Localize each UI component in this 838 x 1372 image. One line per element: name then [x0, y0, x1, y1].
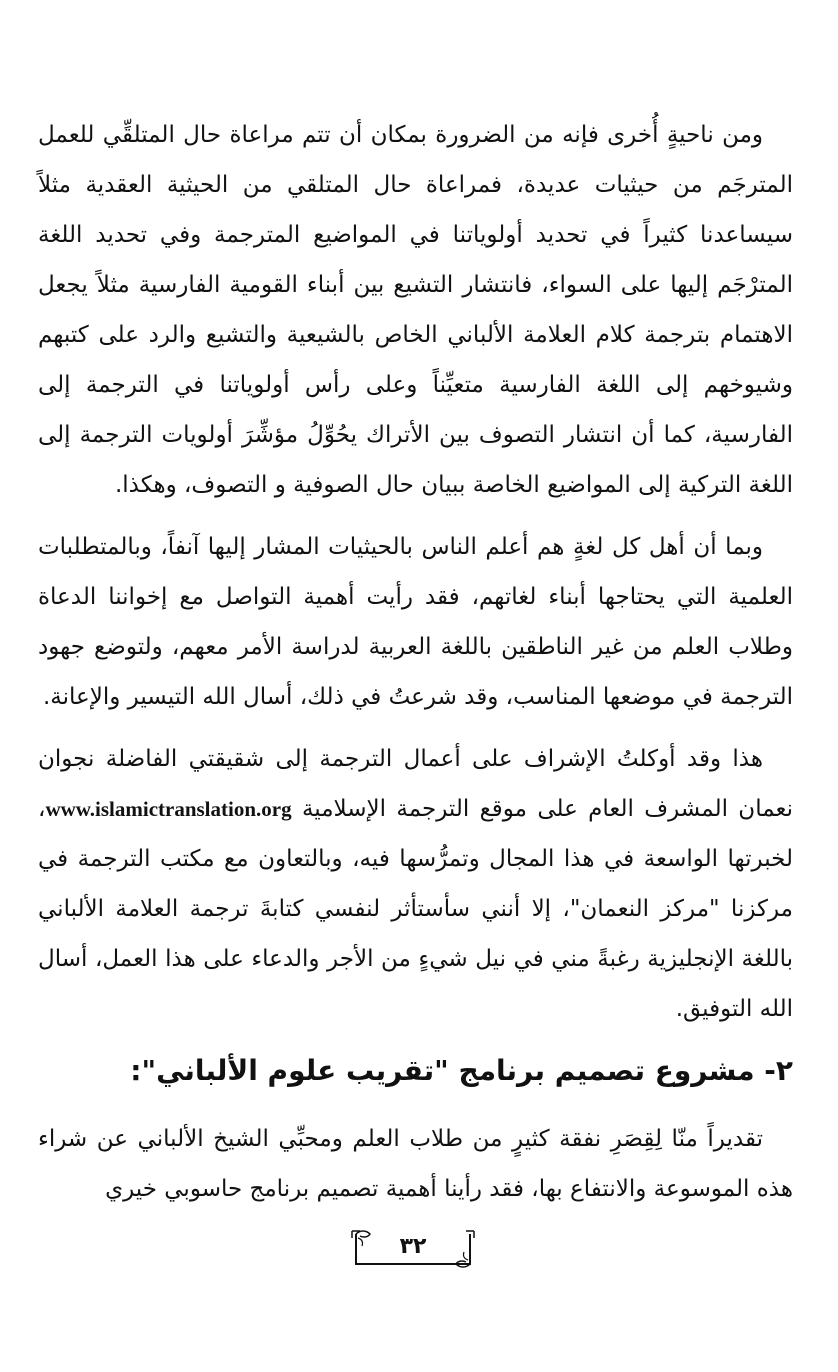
website-url: www.islamictranslation.org	[45, 797, 292, 821]
paragraph: وبما أن أهل كل لغةٍ هم أعلم الناس بالحيثيات المشار إليها آنفاً، وبالمتطلبات العلمية التي يحتاجها أبناء لغاتهم، فقد رأيت أهمية التواصل مع إخواننا الدعاة وطلاب العلم من غير الناطقين باللغة العربية لدراسة الأمر معهم، ولتوضع جهود الترجمة في موضعها المناسب، وقد شرعتُ في ذلك، أسال الله التيسير والإعانة.	[38, 534, 793, 710]
paragraph-text: هذا وقد أوكلتُ الإشراف على أعمال الترجمة إلى شقيقتي الفاضلة نجوان نعمان المشرف العام على موقع الترجمة الإسلامية	[38, 746, 794, 822]
page-footer	[350, 1228, 476, 1270]
paragraph: تقديراً منّا لِقِصَرِ نفقة كثيرٍ من طلاب العلم ومحبِّي الشيخ الألباني عن شراء هذه الموسوعة والانتفاع بها، فقد رأينا أهمية تصميم برنامج حاسوبي خيري	[38, 1126, 793, 1202]
page-body	[38, 110, 793, 1226]
paragraph	[38, 734, 793, 1034]
paragraph: ومن ناحيةٍ أُخرى فإنه من الضرورة بمكان أن تتم مراعاة حال المتلقِّي للعمل المترجَم من حيثيات عديدة، فمراعاة حال المتلقي من الحيثية العقدية مثلاً سيساعدنا كثيراً في تحديد أولوياتنا في المواضيع المترجمة وفي تحديد اللغة المترْجَم إليها على السواء، فانتشار التشيع بين أبناء القومية الفارسية مثلاً يجعل الاهتمام بترجمة كلام العلامة الألباني الخاص بالشيعية والتشيع والرد على كتبهم وشيوخهم إلى اللغة الفارسية متعيِّناً وعلى رأس أولوياتنا في الترجمة إلى الفارسية، كما أن انتشار التصوف بين الأتراك يحُوِّلُ مؤشِّرَ أولويات الترجمة إلى اللغة التركية إلى المواضيع الخاصة ببيان حال الصوفية و التصوف، وهكذا.	[38, 122, 793, 498]
paragraph-text: ، لخبرتها الواسعة في هذا المجال وتمرُّسها فيه، وبالتعاون مع مكتب الترجمة في مركزنا "مركز النعمان"، إلا أنني سأستأثر لنفسي كتابةَ ترجمة العلامة الألباني باللغة الإنجليزية رغبةً مني في نيل شيءٍ من الأجر والدعاء على هذا العمل، أسال الله التوفيق.	[38, 796, 793, 1022]
page-number: ٣٢	[399, 1234, 427, 1259]
section-heading: ٢- مشروع تصميم برنامج "تقريب علوم الألباني":	[130, 1054, 793, 1087]
